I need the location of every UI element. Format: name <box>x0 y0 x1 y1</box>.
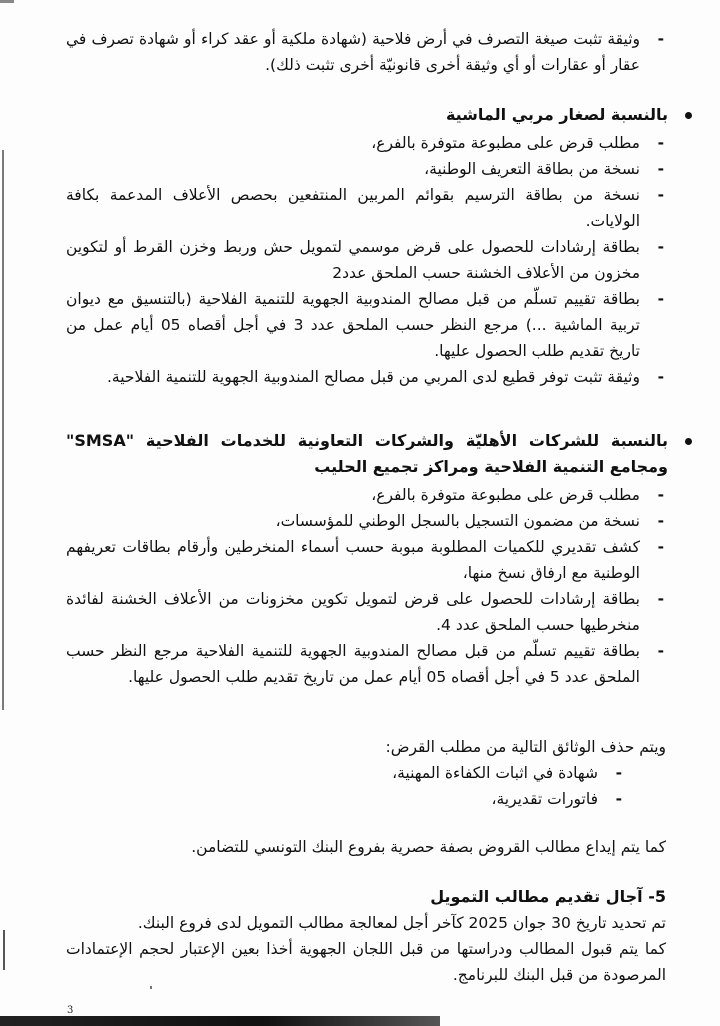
list-item <box>66 286 666 364</box>
dash-marker: - <box>615 790 622 808</box>
list-item <box>66 364 666 390</box>
section-heading <box>66 428 694 480</box>
section-paragraph: كما يتم قبول المطالب ودراستها من قبل اللجان الجهوية أخذا بعين الإعتبار لحجم الإعتمادات المرصودة من قبل البنك للبرنامج. <box>66 940 666 984</box>
list-item-text: وثيقة تثبت توفر قطيع لدى المربي من قبل مصالح المندوبية الجهوية للتنمية الفلاحية. <box>106 368 640 386</box>
list-item <box>66 586 666 638</box>
section-5 <box>66 884 666 988</box>
companies-section <box>66 428 694 690</box>
removed-docs-intro: ويتم حذف الوثائق التالية من مطلب القرض: <box>385 738 666 756</box>
list-item <box>66 130 666 156</box>
list-item <box>66 786 624 812</box>
dash-marker: - <box>657 486 664 504</box>
page-number: 3 <box>67 1005 74 1016</box>
dash-marker: - <box>657 512 664 530</box>
scan-edge <box>2 150 4 710</box>
list-item <box>66 234 666 286</box>
scan-speck <box>150 986 152 989</box>
dash-marker: - <box>657 290 664 308</box>
list-item-text: بطاقة إرشادات للحصول على قرض موسمي لتمويل حش وربط وخزن القرط أو لتكوين مخزون من الأعلاف الخشنة حسب الملحق عدد2 <box>66 238 640 282</box>
dash-marker: - <box>657 538 664 556</box>
small-breeders-section <box>66 102 694 390</box>
heading-text: بالنسبة للشركات الأهليّة والشركات التعاونية للخدمات الفلاحية "SMSA" ومجامع التنمية الفلاحية ومراكز تجميع الحليب <box>66 431 668 476</box>
list-item-text: بطاقة إرشادات للحصول على قرض لتمويل تكوين مخزونات من الأعلاف الخشنة لفائدة منخرطيها حسب الملحق عدد 4. <box>66 590 640 634</box>
list-item-text: مطلب قرض على مطبوعة متوفرة بالفرع، <box>371 134 640 152</box>
section-title: 5- آجال تقديم مطالب التمويل <box>430 887 666 906</box>
list-item <box>66 508 666 534</box>
list-item-text: نسخة من بطاقة التعريف الوطنية، <box>424 160 640 178</box>
list-item-text: وثيقة تثبت صيغة التصرف في أرض فلاحية (شهادة ملكية أو عقد كراء أو شهادة تصرف في عقار أو عقارات أو أي وثيقة أخرى قانونيّة أخرى تثبت ذلك). <box>66 30 640 74</box>
list-item-text: مطلب قرض على مطبوعة متوفرة بالفرع، <box>371 486 640 504</box>
list-item <box>66 534 666 586</box>
list-item-text: نسخة من بطاقة الترسيم بقوائم المربين المنتفعين بحصص الأعلاف المدعمة بكافة الولايات. <box>66 186 640 230</box>
section-paragraph: تم تحديد تاريخ 30 جوان 2025 كآخر أجل لمعالجة مطالب التمويل لدى فروع البنك. <box>137 914 666 932</box>
list-item-text: بطاقة تقييم تسلّم من قبل مصالح المندوبية الجهوية للتنمية الفلاحية مرجع النظر حسب الملحق عدد 5 في أجل أقصاه 05 أيام عمل من تاريخ تقديم طلب الحصول عليها. <box>66 642 640 686</box>
list-item-text: بطاقة تقييم تسلّم من قبل مصالح المندوبية الجهوية للتنمية الفلاحية (بالتنسيق مع ديوان تربية الماشية ...) مرجع النظر حسب الملحق عدد 3 في أجل أقصاه 05 أيام عمل من تاريخ تقديم طلب الحصول عليها. <box>66 290 640 360</box>
list-item-text: نسخة من مضمون التسجيل بالسجل الوطني للمؤسسات، <box>275 512 640 530</box>
section-heading <box>66 102 694 128</box>
list-item-text: كشف تقديري للكميات المطلوبة مبوبة حسب أسماء المنخرطين وأرقام بطاقات تعريفهم الوطنية مع ارفاق نسخ منها، <box>66 538 640 582</box>
deposit-note: كما يتم إيداع مطالب القروض بصفة حصرية بفروع البنك التونسي للتضامن. <box>191 838 666 856</box>
dash-marker: - <box>657 590 664 608</box>
list-item <box>66 182 666 234</box>
list-item-text: شهادة في اثبات الكفاءة المهنية، <box>392 764 598 782</box>
dash-marker: - <box>657 186 664 204</box>
dash-marker: - <box>657 160 664 178</box>
dash-marker: - <box>657 30 664 48</box>
deposit-note-block <box>66 834 666 860</box>
intro-list <box>66 26 666 78</box>
dash-marker: - <box>657 368 664 386</box>
bullet-icon <box>685 438 692 445</box>
dash-marker: - <box>657 642 664 660</box>
dash-marker: - <box>615 764 622 782</box>
scan-edge <box>3 930 5 970</box>
list-item <box>66 482 666 508</box>
list-item-text: فاتورات تقديرية، <box>491 790 598 808</box>
list-item <box>66 638 666 690</box>
dash-marker: - <box>657 238 664 256</box>
bullet-icon <box>685 112 692 119</box>
list-item <box>66 26 666 78</box>
dash-marker: - <box>657 134 664 152</box>
removed-docs-section <box>66 734 666 812</box>
scan-edge <box>0 1016 440 1026</box>
heading-text: بالنسبة لصغار مربي الماشية <box>445 105 668 124</box>
list-item <box>66 760 624 786</box>
scan-artifact <box>0 0 14 3</box>
list-item <box>66 156 666 182</box>
